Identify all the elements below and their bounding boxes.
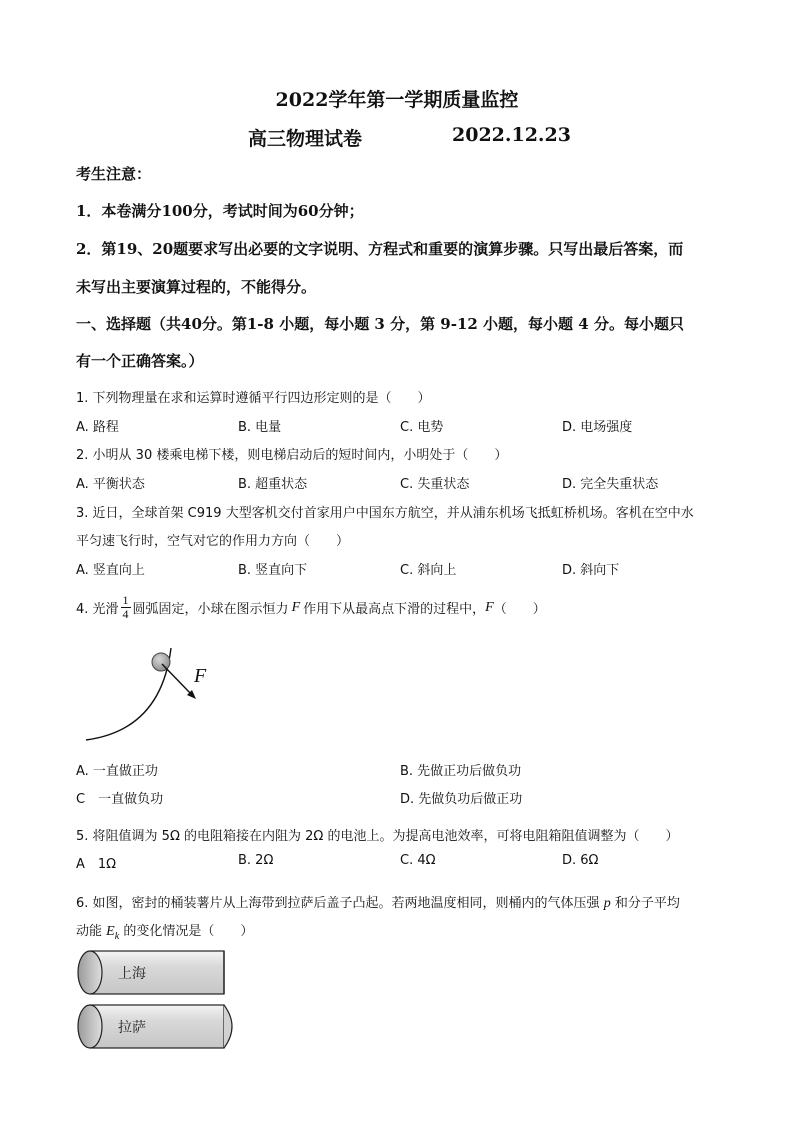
question-4-option-a: A. 一直做正功 [76, 764, 158, 779]
question-2-option-d: D. 完全失重状态 [562, 477, 659, 492]
question-5-option-b: B. 2Ω [238, 853, 274, 868]
shanghai-label: 上海 [118, 966, 146, 982]
question-2-option-c: C. 失重状态 [400, 477, 470, 492]
notice-item-2-line-1: 2．第19、20题要求写出必要的文字说明、方程式和重要的演算步骤。只写出最后答案，而 [76, 240, 684, 258]
question-2-option-a: A. 平衡状态 [76, 477, 145, 492]
question-4-option-d: D. 先做负功后做正功 [400, 792, 523, 807]
question-4-suffix: 作用下从最高点下滑的过程中， [303, 602, 486, 617]
question-3-text-line-2: 平匀速飞行时，空气对它的作用力方向（ ） [76, 534, 350, 549]
question-4-prefix: 4. 光滑 [76, 602, 119, 617]
force-arrow-line [162, 664, 193, 696]
question-6-text-line-1 [76, 892, 680, 912]
force-variable-2: F [485, 599, 494, 615]
lhasa-can [78, 1005, 232, 1048]
notice-item-2-line-2: 未写出主要演算过程的，不能得分。 [76, 278, 317, 296]
fraction-denominator: 4 [122, 607, 129, 621]
question-1-option-b: B. 电量 [238, 420, 282, 435]
exam-date: 2022.12.23 [452, 124, 571, 146]
question-4-text [76, 594, 546, 621]
question-4-option-b: B. 先做正功后做负功 [400, 764, 522, 779]
ball [152, 653, 170, 671]
kinetic-energy-variable [106, 924, 120, 942]
question-2-option-b: B. 超重状态 [238, 477, 308, 492]
kinetic-energy-symbol: E [106, 924, 115, 939]
force-variable: F [291, 599, 301, 615]
exam-title: 2022学年第一学期质量监控 [275, 89, 519, 111]
question-1-option-d: D. 电场强度 [562, 420, 633, 435]
force-label: F [194, 665, 207, 687]
section-1-heading-line-2: 有一个正确答案。） [76, 352, 204, 370]
question-1-text: 1. 下列物理量在求和运算时遵循平行四边形定则的是（ ） [76, 391, 431, 406]
question-3-text-line-1: 3. 近日，全球首架 C919 大型客机交付首家用户中国东方航空，并从浦东机场飞抵虹桥机场。客机在空中水 [76, 506, 694, 521]
question-1-option-c: C. 电势 [400, 420, 444, 435]
question-3-option-d: D. 斜向下 [562, 563, 620, 578]
section-1-heading-line-1: 一、选择题（共40分。第1-8 小题，每小题 3 分，第 9-12 小题，每小题 4 分。每小题只 [76, 315, 684, 333]
fraction-numerator: 1 [122, 593, 129, 607]
kinetic-energy-subscript: k [114, 930, 120, 942]
question-5-option-a: A 1Ω [76, 857, 117, 872]
notice-item-1: 1．本卷满分100分，考试时间为60分钟； [76, 202, 364, 220]
question-6-line-2-b: 的变化情况是（ ） [123, 924, 254, 939]
question-3-option-c: C. 斜向上 [400, 563, 457, 578]
exam-subtitle: 高三物理试卷 [248, 128, 363, 150]
question-1-option-a: A. 路程 [76, 420, 119, 435]
question-4-option-c: C 一直做负功 [76, 792, 164, 807]
question-4-middle: 圆弧固定，小球在图示恒力 [132, 602, 289, 617]
question-2-text: 2. 小明从 30 楼乘电梯下楼，则电梯启动后的短时间内，小明处于（ ） [76, 448, 508, 463]
question-5-option-d: D. 6Ω [562, 853, 599, 868]
shanghai-can [78, 951, 224, 994]
question-4-end: （ ） [493, 602, 546, 617]
quarter-fraction [121, 594, 131, 621]
question-3-option-b: B. 竖直向下 [238, 563, 308, 578]
question-6-line-2-a: 动能 [76, 924, 103, 939]
pressure-variable: p [603, 896, 611, 911]
question-5-option-c: C. 4Ω [400, 853, 436, 868]
question-6-line-1-a: 6. 如图，密封的桶装薯片从上海带到拉萨后盖子凸起。若两地温度相同，则桶内的气体压强 [76, 896, 600, 911]
question-6-text-line-2 [76, 920, 253, 942]
notice-heading: 考生注意： [76, 165, 152, 183]
quarter-circle-figure [76, 640, 236, 750]
question-3-option-a: A. 竖直向上 [76, 563, 145, 578]
chip-cans-figure [76, 948, 246, 1052]
question-6-line-1-b: 和分子平均 [614, 896, 680, 911]
question-5-text: 5. 将阻值调为 5Ω 的电阻箱接在内阻为 2Ω 的电池上。为提高电池效率，可将电阻箱阻值调整为（ ） [76, 829, 679, 844]
lhasa-label: 拉萨 [118, 1020, 146, 1036]
